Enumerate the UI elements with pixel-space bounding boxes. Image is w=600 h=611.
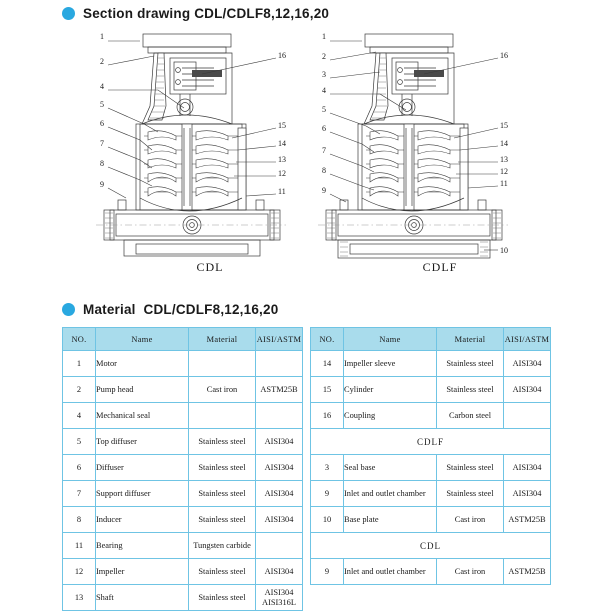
table-row	[63, 559, 303, 585]
svg-text:4: 4	[100, 82, 104, 91]
svg-text:3: 3	[322, 70, 326, 79]
material-table-right	[310, 327, 551, 585]
svg-text:12: 12	[500, 167, 508, 176]
bullet-icon	[62, 7, 75, 20]
svg-text:9: 9	[100, 180, 104, 189]
section-drawings	[0, 28, 600, 283]
svg-text:8: 8	[100, 159, 104, 168]
cell-material	[189, 351, 256, 377]
column-header-name: Name	[344, 328, 437, 351]
svg-text:12: 12	[278, 169, 286, 178]
cell-material: Stainless steel	[189, 481, 256, 507]
svg-text:16: 16	[278, 51, 286, 60]
cell-name: Mechanical seal	[96, 403, 189, 429]
svg-text:11: 11	[500, 179, 508, 188]
svg-text:13: 13	[278, 155, 286, 164]
cell-name: Inlet and outlet chamber	[344, 559, 437, 585]
cell-material: Cast iron	[189, 377, 256, 403]
cell-no: 14	[311, 351, 344, 377]
material-table-left	[62, 327, 303, 611]
cell-no: 1	[63, 351, 96, 377]
cell-material: Stainless steel	[437, 351, 504, 377]
cell-material: Stainless steel	[437, 377, 504, 403]
cell-name: Inducer	[96, 507, 189, 533]
cell-no: 9	[311, 559, 344, 585]
cell-astm	[256, 351, 303, 377]
cell-material: Stainless steel	[189, 455, 256, 481]
cell-name: Shaft	[96, 585, 189, 611]
callout-labels-right	[500, 51, 508, 255]
table-row	[63, 403, 303, 429]
svg-text:7: 7	[100, 139, 104, 148]
cell-material: Stainless steel	[189, 429, 256, 455]
table-subheader-label: CDL	[311, 533, 551, 559]
cell-name: Seal base	[344, 455, 437, 481]
cell-name: Motor	[96, 351, 189, 377]
cell-astm: AISI304	[256, 429, 303, 455]
cell-astm: AISI304	[504, 455, 551, 481]
cell-material: Stainless steel	[189, 507, 256, 533]
column-header-astm: AISI/ASTM	[256, 328, 303, 351]
svg-text:14: 14	[500, 139, 508, 148]
table-row	[311, 403, 551, 429]
cell-name: Bearing	[96, 533, 189, 559]
cell-astm: AISI304	[256, 455, 303, 481]
bullet-icon	[62, 303, 75, 316]
table-row	[311, 377, 551, 403]
svg-text:15: 15	[278, 121, 286, 130]
table-row	[311, 481, 551, 507]
cell-name: Diffuser	[96, 455, 189, 481]
table-row	[63, 585, 303, 611]
cell-material: Stainless steel	[189, 559, 256, 585]
svg-text:1: 1	[322, 32, 326, 41]
callout-labels-right	[278, 51, 286, 196]
cell-name: Pump head	[96, 377, 189, 403]
cell-astm: ASTM25B	[256, 377, 303, 403]
cell-astm: AISI304 AISI316L	[256, 585, 303, 611]
cell-material: Stainless steel	[437, 455, 504, 481]
cell-astm: ASTM25B	[504, 507, 551, 533]
svg-text:6: 6	[100, 119, 104, 128]
table-subheader-row	[311, 533, 551, 559]
cell-material: Tungsten carbide	[189, 533, 256, 559]
svg-text:14: 14	[278, 139, 286, 148]
cell-name: Cylinder	[344, 377, 437, 403]
cell-name: Coupling	[344, 403, 437, 429]
table-header	[311, 328, 551, 351]
drawing-cdl-svg	[96, 28, 356, 260]
cell-no: 9	[311, 481, 344, 507]
cell-no: 13	[63, 585, 96, 611]
cell-no: 10	[311, 507, 344, 533]
section-heading-drawing	[0, 6, 329, 21]
table-row	[311, 507, 551, 533]
drawing-cdlf	[318, 28, 578, 283]
svg-text:8: 8	[322, 166, 326, 175]
section-drawing-title: Section drawing CDL/CDLF8,12,16,20	[83, 6, 330, 21]
svg-text:5: 5	[100, 100, 104, 109]
cell-material: Stainless steel	[189, 585, 256, 611]
svg-text:16: 16	[500, 51, 508, 60]
cell-material	[189, 403, 256, 429]
cell-no: 3	[311, 455, 344, 481]
cell-no: 8	[63, 507, 96, 533]
cell-material: Carbon steel	[437, 403, 504, 429]
material-table-left-body	[63, 351, 303, 611]
table-row	[63, 455, 303, 481]
svg-text:15: 15	[500, 121, 508, 130]
column-header-name: Name	[96, 328, 189, 351]
table-row	[311, 455, 551, 481]
cell-no: 16	[311, 403, 344, 429]
svg-text:11: 11	[278, 187, 286, 196]
cell-name: Top diffuser	[96, 429, 189, 455]
svg-text:5: 5	[322, 105, 326, 114]
svg-text:7: 7	[322, 146, 326, 155]
section-material-title: Material CDL/CDLF8,12,16,20	[83, 302, 279, 317]
cell-name: Base plate	[344, 507, 437, 533]
cell-material: Stainless steel	[437, 481, 504, 507]
cell-no: 2	[63, 377, 96, 403]
cell-astm: AISI304	[256, 559, 303, 585]
cell-name: Impeller	[96, 559, 189, 585]
table-header-row	[63, 328, 303, 351]
table-row	[63, 481, 303, 507]
cell-astm: AISI304	[256, 481, 303, 507]
cell-no: 12	[63, 559, 96, 585]
svg-text:2: 2	[322, 52, 326, 61]
table-row	[63, 377, 303, 403]
cell-astm	[504, 403, 551, 429]
section-heading-material	[0, 302, 278, 317]
cell-name: Impeller sleeve	[344, 351, 437, 377]
cell-astm: AISI304	[256, 507, 303, 533]
callout-labels-left	[100, 32, 104, 189]
cell-no: 6	[63, 455, 96, 481]
cell-astm: ASTM25B	[504, 559, 551, 585]
cell-astm: AISI304	[504, 351, 551, 377]
svg-text:2: 2	[100, 57, 104, 66]
cell-astm	[256, 403, 303, 429]
drawing-cdlf-caption: CDLF	[422, 260, 458, 274]
table-row	[311, 559, 551, 585]
table-row	[63, 507, 303, 533]
cell-material: Cast iron	[437, 559, 504, 585]
cell-no: 7	[63, 481, 96, 507]
table-subheader-label: CDLF	[311, 429, 551, 455]
cell-astm: AISI304	[504, 377, 551, 403]
drawing-cdl-caption: CDL	[196, 260, 224, 274]
table-subheader-row	[311, 429, 551, 455]
callout-leaders-left	[108, 41, 184, 198]
column-header-material: Material	[437, 328, 504, 351]
cell-astm	[256, 533, 303, 559]
cell-no: 15	[311, 377, 344, 403]
cell-astm: AISI304	[504, 481, 551, 507]
cell-material: Cast iron	[437, 507, 504, 533]
table-row	[63, 533, 303, 559]
svg-text:13: 13	[500, 155, 508, 164]
table-row	[63, 429, 303, 455]
material-table-right-body	[311, 351, 551, 585]
table-header	[63, 328, 303, 351]
cell-no: 4	[63, 403, 96, 429]
table-row	[311, 351, 551, 377]
column-header-no: NO.	[63, 328, 96, 351]
table-header-row	[311, 328, 551, 351]
svg-text:9: 9	[322, 186, 326, 195]
column-header-astm: AISI/ASTM	[504, 328, 551, 351]
table-row	[63, 351, 303, 377]
drawing-cdlf-svg	[318, 28, 578, 260]
cell-no: 5	[63, 429, 96, 455]
cell-name: Support diffuser	[96, 481, 189, 507]
svg-text:6: 6	[322, 124, 326, 133]
column-header-material: Material	[189, 328, 256, 351]
column-header-no: NO.	[311, 328, 344, 351]
svg-text:1: 1	[100, 32, 104, 41]
svg-text:10: 10	[500, 246, 508, 255]
drawing-cdl	[96, 28, 356, 283]
cell-name: Inlet and outlet chamber	[344, 481, 437, 507]
callout-labels-left	[322, 32, 326, 195]
cell-no: 11	[63, 533, 96, 559]
svg-text:4: 4	[322, 86, 326, 95]
